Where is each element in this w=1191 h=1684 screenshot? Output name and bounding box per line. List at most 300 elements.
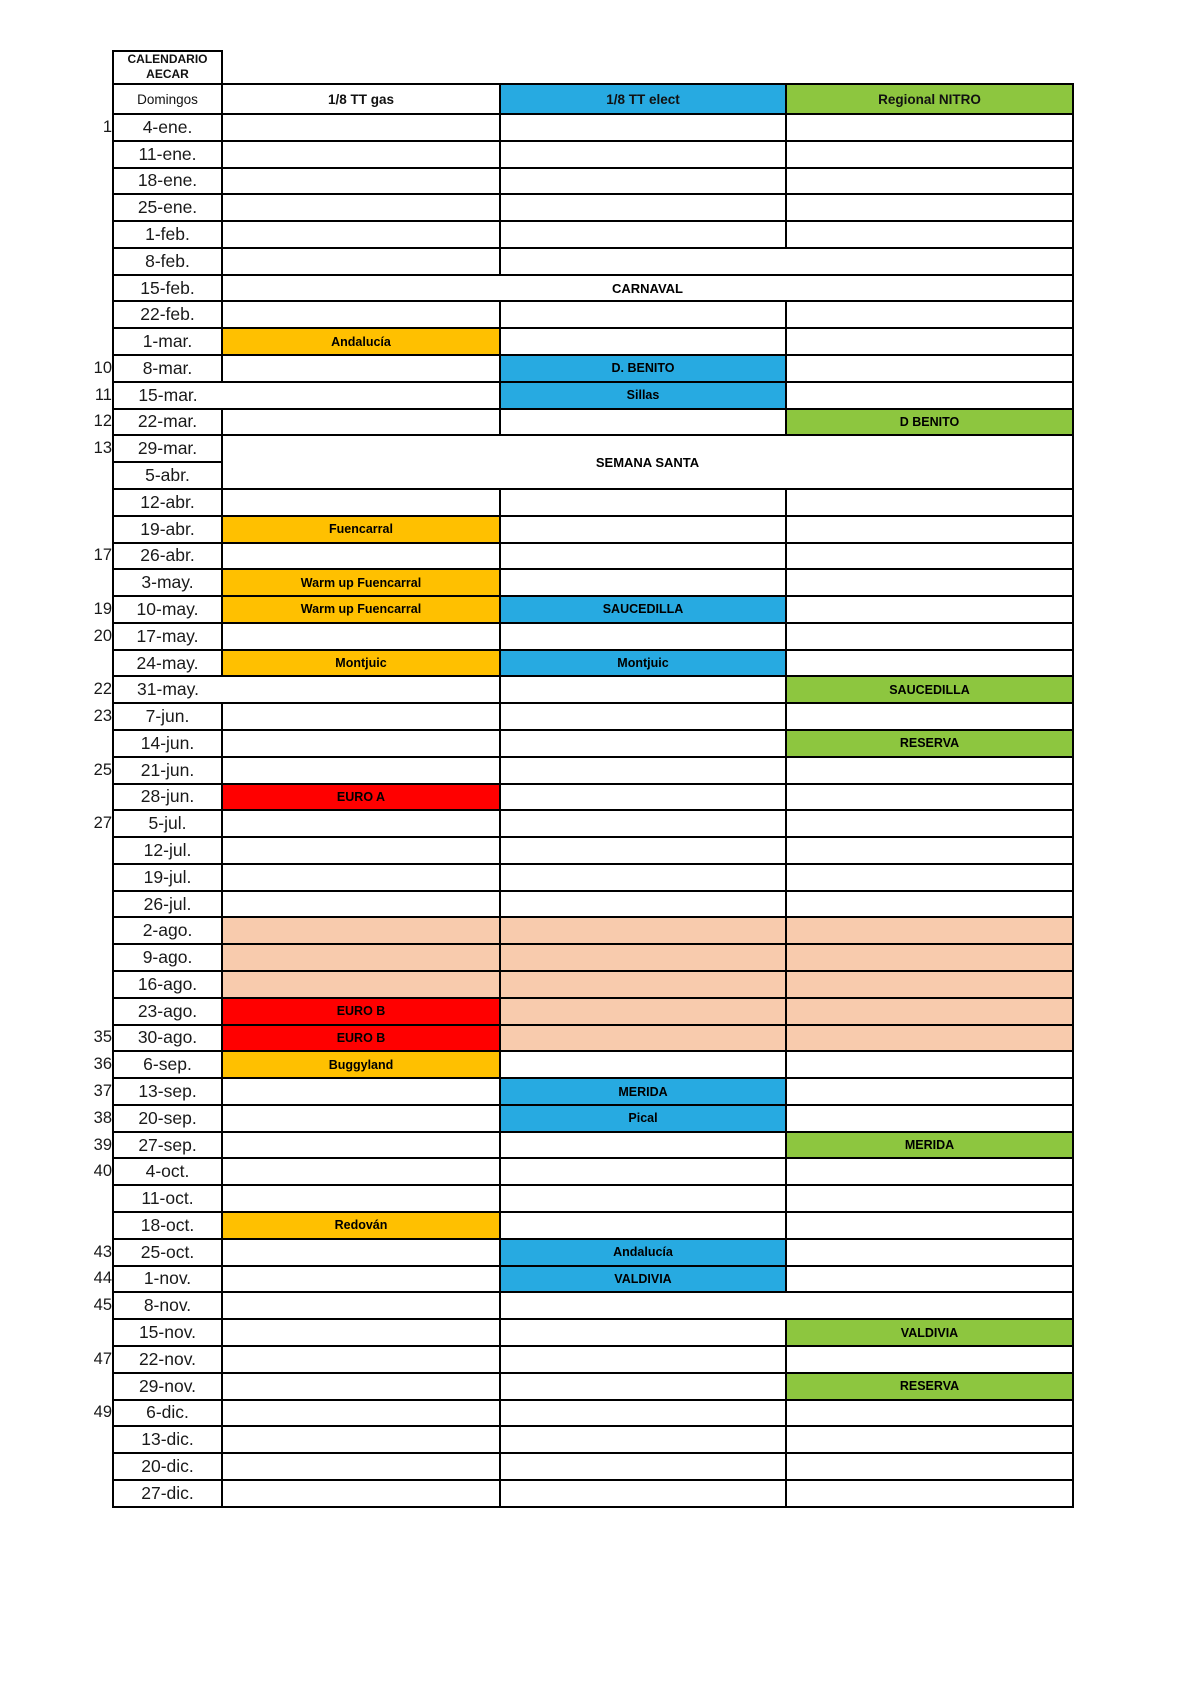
event-cell-nitro [786, 194, 1073, 221]
holiday-banner: CARNAVAL [222, 275, 1073, 302]
date-cell: 26-abr. [113, 543, 222, 570]
date-cell: 29-mar. [113, 435, 222, 462]
event-cell-elect [500, 944, 786, 971]
date-cell: 24-may. [113, 650, 222, 677]
calendar-row [40, 141, 1073, 168]
event-cell-nitro [786, 543, 1073, 570]
event-cell-nitro [786, 221, 1073, 248]
event-cell-gas [222, 355, 500, 382]
week-number [40, 837, 113, 864]
event-cell-gas [222, 917, 500, 944]
week-number [40, 730, 113, 757]
week-number [40, 917, 113, 944]
date-cell: 7-jun. [113, 703, 222, 730]
event-cell-elect [500, 864, 786, 891]
calendar-row [40, 1426, 1073, 1453]
date-cell: 1-mar. [113, 328, 222, 355]
merged-empty-cell [500, 1292, 1073, 1319]
week-number: 37 [93, 1082, 112, 1101]
event-cell-elect-event: SAUCEDILLA [500, 596, 786, 623]
date-cell: 8-nov. [113, 1292, 222, 1319]
event-cell-gas [222, 1426, 500, 1453]
event-cell-gas [222, 1400, 500, 1427]
event-cell-nitro [786, 650, 1073, 677]
date-cell: 1-feb. [113, 221, 222, 248]
week-number: 45 [93, 1296, 112, 1315]
event-cell-nitro [786, 917, 1073, 944]
event-cell-elect [500, 1346, 786, 1373]
event-cell-elect-event: Andalucía [500, 1239, 786, 1266]
week-number [40, 650, 113, 677]
event-cell-nitro [786, 516, 1073, 543]
event-cell-nitro [786, 623, 1073, 650]
week-number: 40 [93, 1162, 112, 1181]
event-cell-gas [222, 623, 500, 650]
date-cell: 26-jul. [113, 891, 222, 918]
calendar-row [40, 114, 1073, 141]
event-cell-gas [222, 168, 500, 195]
event-cell-gas [222, 1480, 500, 1507]
event-cell-gas [222, 543, 500, 570]
date-cell: 4-ene. [113, 114, 222, 141]
event-cell-nitro [786, 1400, 1073, 1427]
event-cell-elect-event: Montjuic [500, 650, 786, 677]
event-cell-gas [222, 141, 500, 168]
week-number [40, 1426, 113, 1453]
calendar-row [40, 409, 1073, 436]
event-cell-gas [222, 837, 500, 864]
week-number: 19 [93, 599, 112, 618]
event-cell-nitro [786, 596, 1073, 623]
event-cell-elect [500, 1319, 786, 1346]
event-cell-elect [500, 1212, 786, 1239]
calendar-row [40, 301, 1073, 328]
event-cell-elect [500, 1158, 786, 1185]
event-cell-elect [500, 194, 786, 221]
calendar-row [40, 275, 1073, 302]
date-cell: 16-ago. [113, 971, 222, 998]
week-number [40, 516, 113, 543]
date-cell: 17-may. [113, 623, 222, 650]
event-cell-nitro [786, 1105, 1073, 1132]
calendar-row [40, 1239, 1073, 1266]
calendar-row [40, 194, 1073, 221]
event-cell-gas [222, 703, 500, 730]
title-row-empty-area [222, 51, 1073, 84]
calendar-row [40, 1158, 1073, 1185]
calendar-row [40, 998, 1073, 1025]
event-cell-nitro [786, 998, 1073, 1025]
calendar-row [40, 864, 1073, 891]
date-cell: 11-ene. [113, 141, 222, 168]
event-cell-gas [222, 1158, 500, 1185]
event-cell-elect [500, 1025, 786, 1052]
title-row [40, 51, 1073, 84]
event-cell-elect [500, 489, 786, 516]
event-cell-nitro-event: RESERVA [786, 1373, 1073, 1400]
week-number: 13 [93, 439, 112, 458]
event-cell-gas [222, 757, 500, 784]
date-cell: 15-feb. [113, 275, 222, 302]
date-cell: 22-nov. [113, 1346, 222, 1373]
event-cell-gas-event: Andalucía [222, 328, 500, 355]
event-cell-elect [500, 837, 786, 864]
date-cell: 28-jun. [113, 784, 222, 811]
event-cell-nitro [786, 1453, 1073, 1480]
event-cell-elect [500, 569, 786, 596]
event-cell-gas [222, 810, 500, 837]
week-number: 11 [94, 385, 112, 404]
holiday-banner: SEMANA SANTA [222, 435, 1073, 489]
event-cell-nitro [786, 1078, 1073, 1105]
week-number: 20 [93, 626, 112, 645]
week-number: 12 [93, 412, 112, 431]
calendar-row [40, 543, 1073, 570]
calendar-row [40, 596, 1073, 623]
date-cell: 22-mar. [113, 409, 222, 436]
calendar-row [40, 1078, 1073, 1105]
week-number [40, 275, 113, 302]
week-number [40, 569, 113, 596]
event-cell-elect [500, 516, 786, 543]
event-cell-nitro [786, 1480, 1073, 1507]
event-cell-gas [222, 1292, 500, 1319]
calendar-row [40, 1025, 1073, 1052]
event-cell-gas [222, 1078, 500, 1105]
date-cell: 12-abr. [113, 489, 222, 516]
week-number [40, 221, 113, 248]
week-number: 22 [93, 680, 112, 699]
calendar-row [40, 917, 1073, 944]
event-cell-gas [222, 194, 500, 221]
week-number [40, 1319, 113, 1346]
event-cell-gas-event: EURO B [222, 1025, 500, 1052]
gutter-spacer [40, 51, 113, 84]
event-cell-gas [222, 1453, 500, 1480]
date-cell: 11-oct. [113, 1185, 222, 1212]
week-number [40, 1373, 113, 1400]
event-cell-nitro [786, 301, 1073, 328]
event-cell-gas [222, 1266, 500, 1293]
event-cell-nitro [786, 810, 1073, 837]
calendar-row [40, 1453, 1073, 1480]
week-number [40, 891, 113, 918]
event-cell-nitro [786, 944, 1073, 971]
date-cell: 20-dic. [113, 1453, 222, 1480]
week-number [40, 864, 113, 891]
event-cell-elect [500, 328, 786, 355]
date-cell: 25-oct. [113, 1239, 222, 1266]
event-cell-nitro-event: RESERVA [786, 730, 1073, 757]
date-cell: 8-mar. [113, 355, 222, 382]
event-cell-elect [500, 971, 786, 998]
date-cell: 10-may. [113, 596, 222, 623]
event-cell-elect [500, 703, 786, 730]
week-number [40, 301, 113, 328]
event-cell-gas [222, 891, 500, 918]
week-number [40, 462, 113, 489]
event-cell-gas [222, 1346, 500, 1373]
event-cell-gas [222, 971, 500, 998]
event-cell-elect [500, 1453, 786, 1480]
date-cell: 14-jun. [113, 730, 222, 757]
event-cell-nitro [786, 355, 1073, 382]
event-cell-elect [500, 1373, 786, 1400]
event-cell-elect [500, 784, 786, 811]
calendar-row [40, 489, 1073, 516]
calendar-row [40, 730, 1073, 757]
event-cell-gas [222, 1373, 500, 1400]
date-cell: 13-sep. [113, 1078, 222, 1105]
event-cell-elect [500, 301, 786, 328]
event-cell-nitro [786, 1426, 1073, 1453]
calendar-row [40, 837, 1073, 864]
calendar-row [40, 355, 1073, 382]
week-number: 49 [93, 1403, 112, 1422]
event-cell-gas [222, 301, 500, 328]
week-number: 39 [93, 1135, 112, 1154]
week-number [40, 1453, 113, 1480]
week-number [40, 141, 113, 168]
event-cell-nitro [786, 1185, 1073, 1212]
week-number [40, 194, 113, 221]
event-cell-elect [500, 810, 786, 837]
date-cell: 22-feb. [113, 301, 222, 328]
week-number: 17 [93, 546, 112, 565]
calendar-row [40, 1480, 1073, 1507]
event-cell-elect-event: Pical [500, 1105, 786, 1132]
event-cell-gas-event: Buggyland [222, 1051, 500, 1078]
week-number: 1 [102, 117, 112, 136]
week-number: 44 [93, 1269, 112, 1288]
week-number [40, 248, 113, 275]
date-cell: 6-sep. [113, 1051, 222, 1078]
event-cell-elect [500, 543, 786, 570]
event-cell-nitro [786, 1266, 1073, 1293]
event-cell-elect [500, 168, 786, 195]
event-cell-nitro [786, 328, 1073, 355]
week-number [40, 944, 113, 971]
event-cell-gas [222, 676, 500, 703]
week-number: 36 [93, 1055, 112, 1074]
week-number: 23 [93, 707, 112, 726]
calendar-title [113, 51, 222, 84]
event-cell-gas-event: Warm up Fuencarral [222, 569, 500, 596]
event-cell-nitro [786, 382, 1073, 409]
event-cell-gas [222, 944, 500, 971]
event-cell-elect [500, 998, 786, 1025]
calendar-row [40, 569, 1073, 596]
event-cell-nitro [786, 864, 1073, 891]
calendar-row [40, 1400, 1073, 1427]
event-cell-elect [500, 623, 786, 650]
week-number [40, 971, 113, 998]
event-cell-gas-event: Fuencarral [222, 516, 500, 543]
event-cell-elect [500, 757, 786, 784]
week-number [40, 998, 113, 1025]
calendar-row [40, 944, 1073, 971]
date-cell: 3-may. [113, 569, 222, 596]
week-number: 10 [93, 358, 112, 377]
week-number [40, 784, 113, 811]
header-row [40, 84, 1073, 114]
merged-empty-cell [500, 248, 1073, 275]
calendar-row [40, 435, 1073, 462]
event-cell-elect-event: VALDIVIA [500, 1266, 786, 1293]
event-cell-nitro [786, 1051, 1073, 1078]
calendar-title-line2: AECAR [146, 67, 189, 81]
column-header-tt-gas: 1/8 TT gas [222, 84, 500, 114]
calendar-row [40, 784, 1073, 811]
event-cell-elect [500, 730, 786, 757]
date-cell: 12-jul. [113, 837, 222, 864]
event-cell-elect-event: MERIDA [500, 1078, 786, 1105]
calendar-row [40, 248, 1073, 275]
date-cell: 20-sep. [113, 1105, 222, 1132]
week-number [40, 1480, 113, 1507]
event-cell-gas [222, 1105, 500, 1132]
event-cell-elect [500, 1400, 786, 1427]
column-header-regional-nitro: Regional NITRO [786, 84, 1073, 114]
event-cell-gas [222, 489, 500, 516]
event-cell-nitro-event: D BENITO [786, 409, 1073, 436]
event-cell-gas [222, 409, 500, 436]
event-cell-gas-event: Montjuic [222, 650, 500, 677]
event-cell-nitro [786, 1212, 1073, 1239]
event-cell-elect-event: Sillas [500, 382, 786, 409]
event-cell-gas-event: EURO A [222, 784, 500, 811]
event-cell-elect [500, 891, 786, 918]
event-cell-gas [222, 1185, 500, 1212]
calendar-row [40, 971, 1073, 998]
week-number [40, 1185, 113, 1212]
event-cell-gas [222, 1132, 500, 1159]
week-number [40, 168, 113, 195]
event-cell-gas-event: Warm up Fuencarral [222, 596, 500, 623]
event-cell-gas-event: Redován [222, 1212, 500, 1239]
calendar-row [40, 891, 1073, 918]
date-cell: 19-abr. [113, 516, 222, 543]
event-cell-gas [222, 730, 500, 757]
date-cell: 15-mar. [113, 382, 222, 409]
date-cell: 4-oct. [113, 1158, 222, 1185]
event-cell-nitro [786, 141, 1073, 168]
event-cell-nitro [786, 784, 1073, 811]
week-number: 38 [93, 1108, 112, 1127]
event-cell-elect [500, 1185, 786, 1212]
event-cell-nitro [786, 837, 1073, 864]
event-cell-nitro [786, 114, 1073, 141]
calendar-row [40, 328, 1073, 355]
event-cell-nitro [786, 569, 1073, 596]
event-cell-gas [222, 864, 500, 891]
column-header-tt-elect: 1/8 TT elect [500, 84, 786, 114]
week-number [40, 328, 113, 355]
event-cell-elect [500, 409, 786, 436]
calendar-row [40, 221, 1073, 248]
event-cell-elect [500, 676, 786, 703]
event-cell-gas [222, 1319, 500, 1346]
calendar-row [40, 1051, 1073, 1078]
calendar-row [40, 1132, 1073, 1159]
calendar-row [40, 1346, 1073, 1373]
event-cell-nitro [786, 1158, 1073, 1185]
date-cell: 21-jun. [113, 757, 222, 784]
week-number: 35 [93, 1028, 112, 1047]
week-number: 43 [93, 1242, 112, 1261]
column-header-domingos: Domingos [113, 84, 222, 114]
calendar-row [40, 516, 1073, 543]
calendar-title-line1: CALENDARIO [127, 52, 208, 66]
event-cell-nitro [786, 971, 1073, 998]
week-number: 25 [93, 760, 112, 779]
event-cell-elect [500, 221, 786, 248]
calendar-row [40, 650, 1073, 677]
event-cell-gas [222, 248, 500, 275]
event-cell-nitro [786, 1025, 1073, 1052]
event-cell-gas [222, 221, 500, 248]
calendar-table [40, 50, 1074, 1508]
event-cell-nitro [786, 891, 1073, 918]
date-cell: 5-jul. [113, 810, 222, 837]
calendar-row [40, 757, 1073, 784]
event-cell-gas [222, 1239, 500, 1266]
event-cell-elect [500, 141, 786, 168]
date-cell: 23-ago. [113, 998, 222, 1025]
date-cell: 18-ene. [113, 168, 222, 195]
date-cell: 8-feb. [113, 248, 222, 275]
event-cell-gas [222, 114, 500, 141]
week-number: 27 [93, 814, 112, 833]
week-number [40, 489, 113, 516]
date-cell: 25-ene. [113, 194, 222, 221]
event-cell-nitro [786, 168, 1073, 195]
calendar-row [40, 810, 1073, 837]
week-number [40, 1212, 113, 1239]
calendar-row [40, 676, 1073, 703]
date-cell: 29-nov. [113, 1373, 222, 1400]
calendar-row [40, 168, 1073, 195]
date-cell: 19-jul. [113, 864, 222, 891]
event-cell-nitro-event: SAUCEDILLA [786, 676, 1073, 703]
calendar-row [40, 1319, 1073, 1346]
event-cell-nitro [786, 1239, 1073, 1266]
date-cell: 15-nov. [113, 1319, 222, 1346]
date-cell: 31-may. [113, 676, 222, 703]
calendar-row [40, 1292, 1073, 1319]
date-cell: 13-dic. [113, 1426, 222, 1453]
calendar-row [40, 1185, 1073, 1212]
calendar-row [40, 703, 1073, 730]
calendar-row [40, 1212, 1073, 1239]
date-cell: 5-abr. [113, 462, 222, 489]
date-cell: 2-ago. [113, 917, 222, 944]
calendar-row [40, 1105, 1073, 1132]
event-cell-elect-event: D. BENITO [500, 355, 786, 382]
event-cell-nitro-event: MERIDA [786, 1132, 1073, 1159]
event-cell-gas [222, 382, 500, 409]
event-cell-elect [500, 114, 786, 141]
event-cell-gas-event: EURO B [222, 998, 500, 1025]
gutter-spacer [40, 84, 113, 114]
event-cell-nitro [786, 1346, 1073, 1373]
event-cell-elect [500, 1132, 786, 1159]
date-cell: 9-ago. [113, 944, 222, 971]
week-number: 47 [93, 1349, 112, 1368]
event-cell-nitro [786, 757, 1073, 784]
calendar-row [40, 623, 1073, 650]
event-cell-elect [500, 1480, 786, 1507]
